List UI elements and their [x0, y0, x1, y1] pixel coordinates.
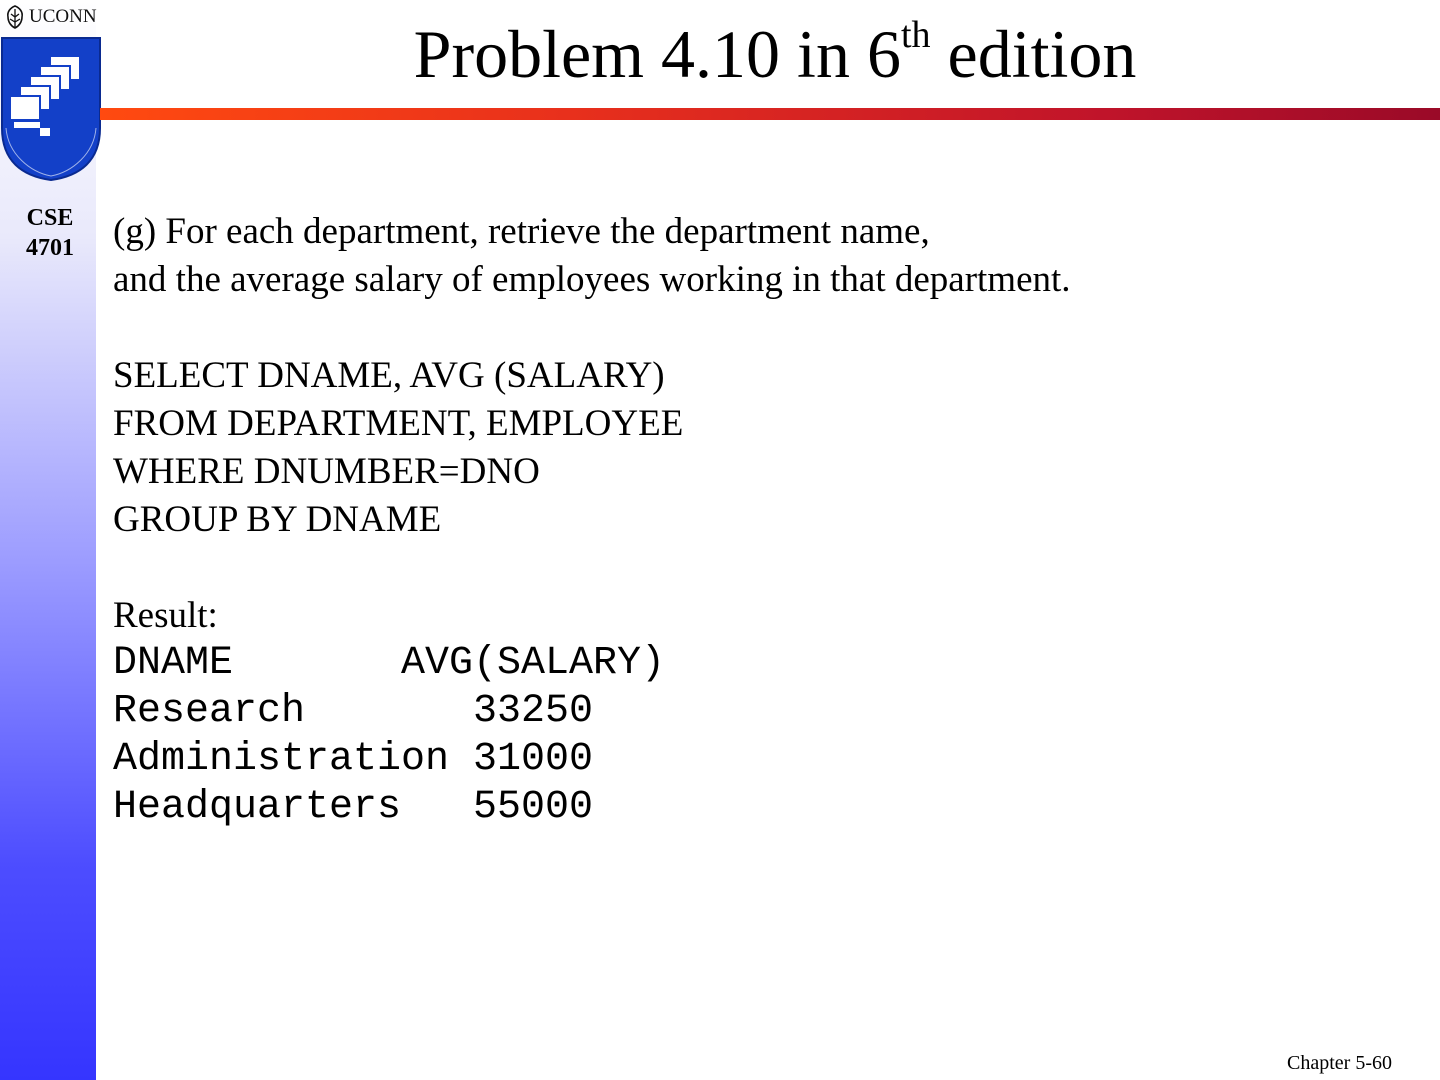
result-dname: Administration — [113, 737, 450, 782]
title-main: Problem 4.10 in 6 — [413, 16, 901, 92]
result-header-dname: DNAME — [113, 641, 234, 686]
sql-from: FROM DEPARTMENT, EMPLOYEE — [113, 403, 684, 444]
cse-department-badge — [0, 36, 102, 182]
question-line-2: and the average salary of employees working in that department. — [113, 259, 1071, 300]
title-divider — [100, 108, 1440, 120]
result-avg: 33250 — [473, 689, 594, 734]
sql-where: WHERE DNUMBER=DNO — [113, 451, 540, 492]
sql-group-by: GROUP BY DNAME — [113, 499, 442, 540]
page-number: Chapter 5-60 — [1287, 1052, 1392, 1074]
uconn-logo — [4, 4, 97, 30]
result-avg: 55000 — [473, 785, 594, 830]
title-suffix: edition — [930, 16, 1137, 92]
slide-body — [113, 208, 1413, 832]
result-row — [113, 736, 1413, 784]
result-row — [113, 784, 1413, 832]
sql-select: SELECT DNAME, AVG (SALARY) — [113, 355, 665, 396]
uconn-wordmark: UCONN — [29, 6, 97, 27]
result-dname: Headquarters — [113, 785, 402, 830]
spacer — [113, 544, 1413, 592]
result-row — [113, 688, 1413, 736]
course-prefix: CSE — [26, 205, 74, 231]
result-dname: Research — [113, 689, 306, 734]
course-code — [0, 203, 100, 263]
spacer — [113, 304, 1413, 352]
title-superscript: th — [900, 14, 931, 57]
result-label: Result: — [113, 595, 218, 636]
result-header-avg: AVG(SALARY) — [401, 641, 666, 686]
oak-leaf-icon — [4, 5, 26, 29]
result-avg: 31000 — [473, 737, 594, 782]
slide-title — [110, 14, 1440, 94]
question-line-1: (g) For each department, retrieve the department name, — [113, 211, 930, 252]
result-header — [113, 640, 1413, 688]
course-number: 4701 — [26, 235, 74, 261]
